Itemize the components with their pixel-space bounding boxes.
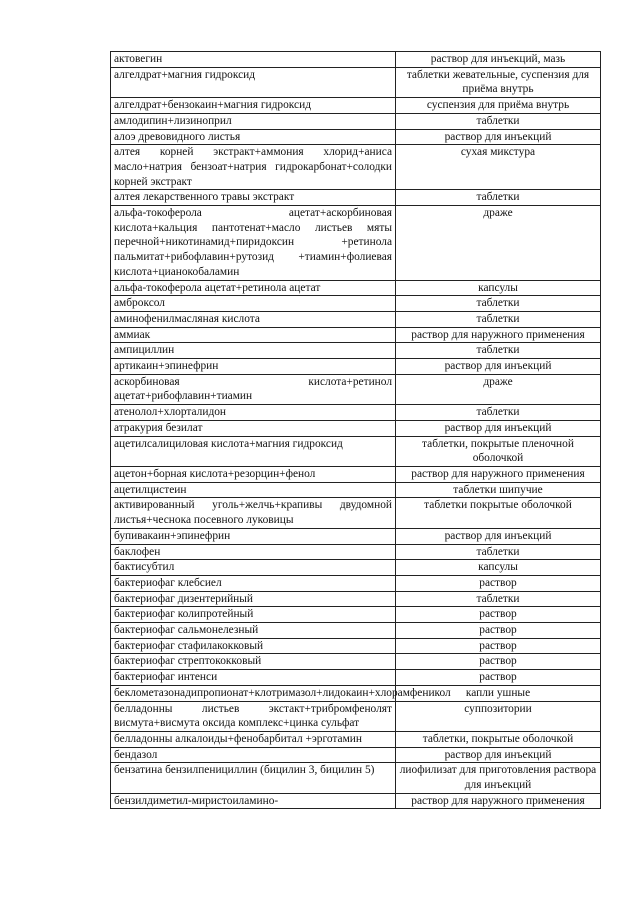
dosage-form-cell: таблетки, покрытые оболочкой: [396, 731, 601, 747]
drug-name-cell: альфа-токоферола ацетат+ретинола ацетат: [111, 280, 396, 296]
drug-name-cell: бактериофаг сальмонелезный: [111, 623, 396, 639]
table-row: [111, 793, 601, 809]
table-row: [111, 591, 601, 607]
dosage-form-cell: таблетки жевательные, суспензия для приёма внутрь: [396, 67, 601, 97]
dosage-form-cell: суспензия для приёма внутрь: [396, 98, 601, 114]
table-row: [111, 638, 601, 654]
dosage-form-cell: раствор для инъекций: [396, 747, 601, 763]
drug-name-cell: алгелдрат+магния гидроксид: [111, 67, 396, 97]
dosage-form-cell: раствор: [396, 607, 601, 623]
dosage-form-cell: раствор для инъекций: [396, 359, 601, 375]
table-row: [111, 129, 601, 145]
table-row: [111, 52, 601, 68]
dosage-form-cell: раствор для инъекций: [396, 420, 601, 436]
drug-name-cell: бактериофаг клебсиел: [111, 575, 396, 591]
table-row: [111, 280, 601, 296]
table-row: [111, 436, 601, 466]
table-row: [111, 113, 601, 129]
table-row: [111, 747, 601, 763]
dosage-form-cell: раствор: [396, 670, 601, 686]
table-row: [111, 763, 601, 793]
dosage-form-cell: таблетки: [396, 190, 601, 206]
dosage-form-cell: таблетки шипучие: [396, 482, 601, 498]
table-row: [111, 420, 601, 436]
drug-name-cell: бактисубтил: [111, 560, 396, 576]
table-row: [111, 311, 601, 327]
table-row: [111, 98, 601, 114]
drug-name-cell: алгелдрат+бензокаин+магния гидроксид: [111, 98, 396, 114]
drug-name-cell: атенолол+хлорталидон: [111, 405, 396, 421]
table-row: [111, 701, 601, 731]
drug-name-cell: аскорбиновая кислота+ретинол ацетат+рибофлавин+тиамин: [111, 374, 396, 404]
dosage-form-cell: капсулы: [396, 280, 601, 296]
table-row: [111, 575, 601, 591]
table-row: [111, 654, 601, 670]
dosage-form-cell: таблетки: [396, 343, 601, 359]
table-row: [111, 374, 601, 404]
drug-name-cell: алтея корней экстракт+аммония хлорид+аниса масло+натрия бензоат+натрия гидрокарбонат+солодки корней экстракт: [111, 145, 396, 190]
dosage-form-cell: раствор для наружного применения: [396, 793, 601, 809]
dosage-form-cell: раствор для наружного применения: [396, 466, 601, 482]
drug-name-cell: аминофенилмасляная кислота: [111, 311, 396, 327]
table-row: [111, 685, 601, 701]
table-row: [111, 670, 601, 686]
dosage-form-cell: капсулы: [396, 560, 601, 576]
medication-table: [110, 51, 601, 809]
dosage-form-cell: драже: [396, 374, 601, 404]
table-row: [111, 405, 601, 421]
drug-name-cell: алоэ древовидного листья: [111, 129, 396, 145]
dosage-form-cell: лиофилизат для приготовления раствора для инъекций: [396, 763, 601, 793]
table-row: [111, 560, 601, 576]
drug-name-cell: алтея лекарственного травы экстракт: [111, 190, 396, 206]
table-row: [111, 482, 601, 498]
table-row: [111, 296, 601, 312]
table-row: [111, 67, 601, 97]
drug-name-cell: активированный уголь+желчь+крапивы двудомной листья+чеснока посевного луковицы: [111, 498, 396, 528]
drug-name-cell: бензатина бензилпенициллин (бицилин 3, бицилин 5): [111, 763, 396, 793]
dosage-form-cell: сухая микстура: [396, 145, 601, 190]
dosage-form-cell: раствор для инъекций, мазь: [396, 52, 601, 68]
dosage-form-cell: раствор: [396, 638, 601, 654]
dosage-form-cell: таблетки: [396, 544, 601, 560]
dosage-form-cell: таблетки: [396, 405, 601, 421]
medication-table-body: [111, 52, 601, 809]
dosage-form-cell: таблетки, покрытые пленочной оболочкой: [396, 436, 601, 466]
dosage-form-cell: раствор для наружного применения: [396, 327, 601, 343]
document-page: [110, 51, 600, 809]
drug-name-cell: ампициллин: [111, 343, 396, 359]
table-row: [111, 327, 601, 343]
drug-name-cell: бензилдиметил-миристоиламино-: [111, 793, 396, 809]
drug-name-cell: ацетилсалициловая кислота+магния гидроксид: [111, 436, 396, 466]
drug-name-cell: баклофен: [111, 544, 396, 560]
dosage-form-cell: раствор для инъекций: [396, 528, 601, 544]
dosage-form-cell: таблетки: [396, 296, 601, 312]
table-row: [111, 190, 601, 206]
drug-name-cell: артикаин+эпинефрин: [111, 359, 396, 375]
drug-name-cell: бактериофаг дизентерийный: [111, 591, 396, 607]
drug-name-cell: актовегин: [111, 52, 396, 68]
dosage-form-cell: капли ушные: [396, 685, 601, 701]
drug-name-cell: бактериофаг колипротейный: [111, 607, 396, 623]
drug-name-cell: беклометазонадипропионат+клотримазол+лидокаин+хлорамфеникол: [111, 685, 396, 701]
drug-name-cell: бендазол: [111, 747, 396, 763]
dosage-form-cell: суппозитории: [396, 701, 601, 731]
dosage-form-cell: раствор для инъекций: [396, 129, 601, 145]
table-row: [111, 343, 601, 359]
dosage-form-cell: раствор: [396, 654, 601, 670]
drug-name-cell: бупивакаин+эпинефрин: [111, 528, 396, 544]
table-row: [111, 623, 601, 639]
table-row: [111, 145, 601, 190]
drug-name-cell: ацетон+борная кислота+резорцин+фенол: [111, 466, 396, 482]
dosage-form-cell: таблетки покрытые оболочкой: [396, 498, 601, 528]
drug-name-cell: бактериофаг стафилакокковый: [111, 638, 396, 654]
table-row: [111, 359, 601, 375]
dosage-form-cell: раствор: [396, 623, 601, 639]
dosage-form-cell: таблетки: [396, 311, 601, 327]
drug-name-cell: бактериофаг интенси: [111, 670, 396, 686]
table-row: [111, 498, 601, 528]
drug-name-cell: бактериофаг стрептококковый: [111, 654, 396, 670]
table-row: [111, 544, 601, 560]
table-row: [111, 607, 601, 623]
dosage-form-cell: раствор: [396, 575, 601, 591]
drug-name-cell: атракурия безилат: [111, 420, 396, 436]
dosage-form-cell: драже: [396, 206, 601, 281]
drug-name-cell: ацетилцистеин: [111, 482, 396, 498]
drug-name-cell: амлодипин+лизиноприл: [111, 113, 396, 129]
drug-name-cell: амброксол: [111, 296, 396, 312]
table-row: [111, 528, 601, 544]
drug-name-cell: аммиак: [111, 327, 396, 343]
drug-name-cell: альфа-токоферола ацетат+аскорбиновая кислота+кальция пантотенат+масло листьев мяты перечной+никотинамид+пиридоксин +ретинола пальмитат+рибофлавин+рутозид +тиамин+фолиевая кислота+цианокобаламин: [111, 206, 396, 281]
table-row: [111, 731, 601, 747]
table-row: [111, 206, 601, 281]
dosage-form-cell: таблетки: [396, 591, 601, 607]
drug-name-cell: белладонны алкалоиды+фенобарбитал +эрготамин: [111, 731, 396, 747]
table-row: [111, 466, 601, 482]
drug-name-cell: белладонны листьев экстакт+трибромфенолят висмута+висмута оксида комплекс+цинка сульфат: [111, 701, 396, 731]
dosage-form-cell: таблетки: [396, 113, 601, 129]
